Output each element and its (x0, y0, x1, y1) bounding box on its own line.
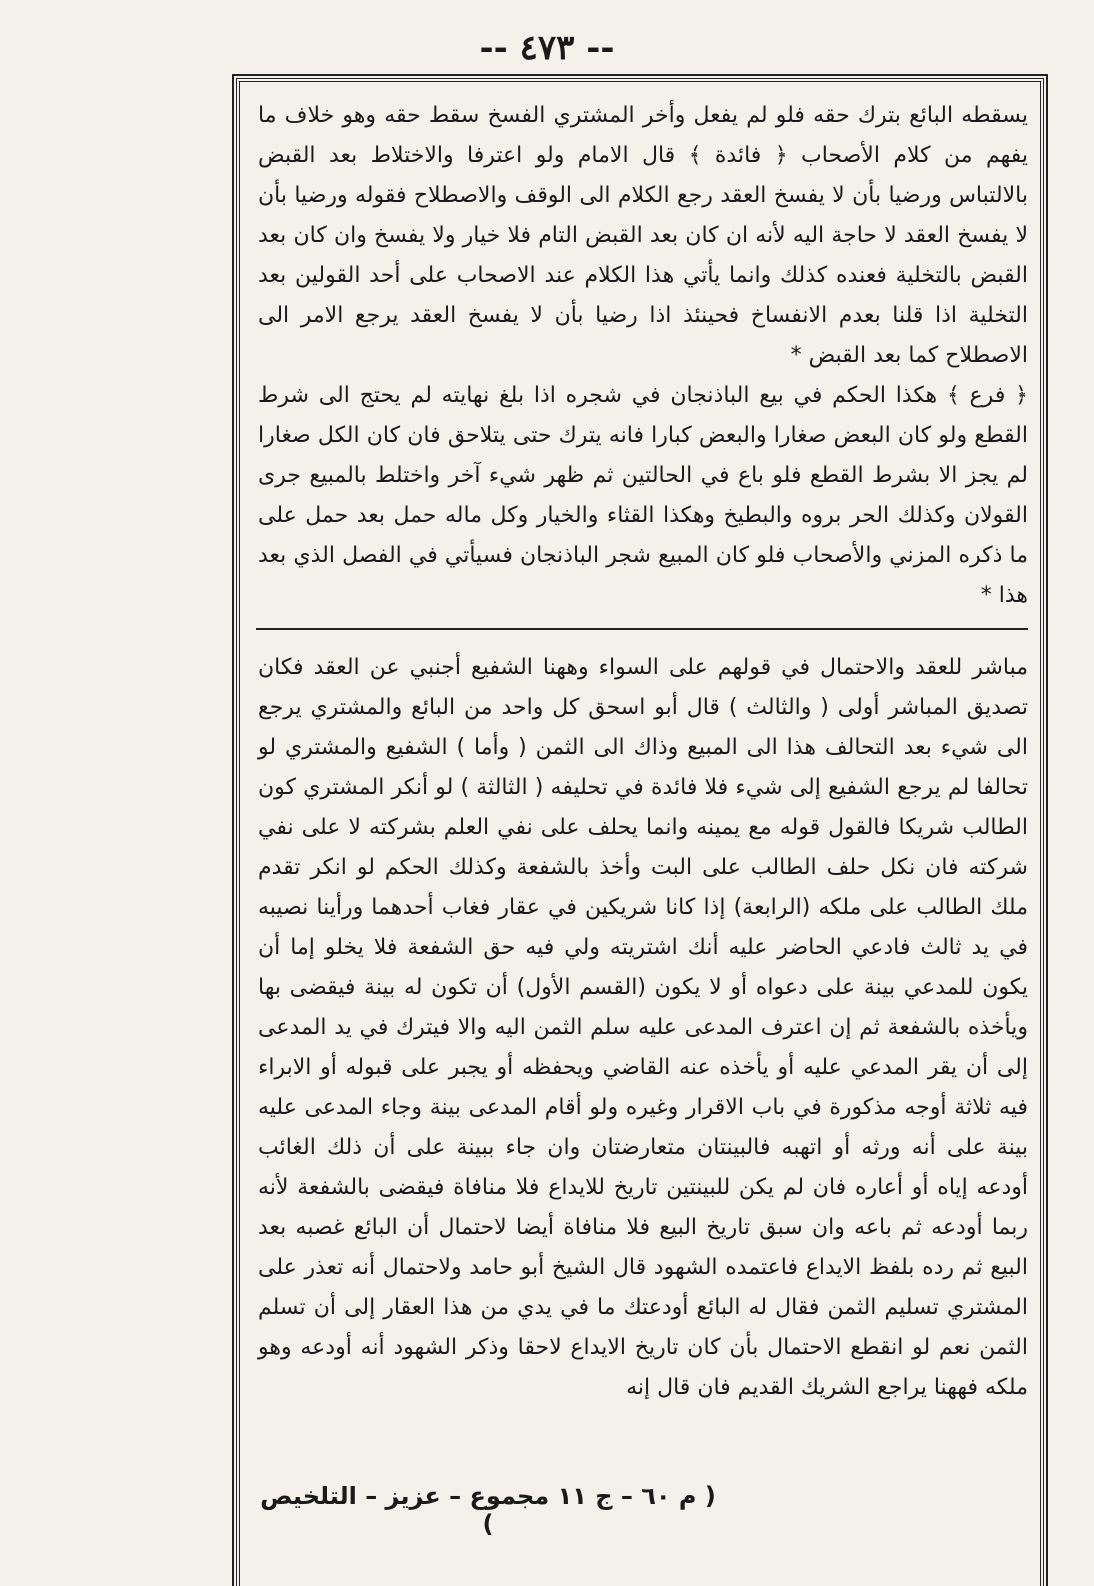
page-number: -- ٤٧٣ -- (479, 28, 615, 68)
main-paragraph-2: ﴿ فرع ﴾ هكذا الحكم في بيع الباذنجان في شجره اذا بلغ نهايته لم يحتج الى شرط القطع ولو كان البعض صغارا والبعض كبارا فانه يترك حتى يتلاحق فان كان الكل صغارا لم يجز الا بشرط القطع فلو باع في الحالتين ثم ظهر شيء آخر واختلط بالمبيع جرى القولان وكذلك الحر بروه والبطيخ وهكذا القثاء والخيار وكل ماله حمل بعد حمل على ما ذكره المزني والأصحاب فلو كان المبيع شجر الباذنجان فسيأتي في الفصل الذي بعد هذا * (258, 383, 1028, 608)
section-divider (256, 628, 1028, 630)
main-paragraph-1: يسقطه البائع بترك حقه فلو لم يفعل وأخر المشتري الفسخ سقط حقه وهو خلاف ما يفهم من كلام الأصحاب ﴿ فائدة ﴾ قال الامام ولو اعترفا والاختلاط بعد القبض بالالتباس ورضيا بأن لا يفسخ العقد رجع الكلام الى الوقف والاصطلاح فقوله ورضيا بأن لا يفسخ العقد لا حاجة اليه لأنه ان كان بعد القبض التام فلا خيار ولا يفسخ وان كان بعد القبض بالتخلية فعنده كذلك وانما يأتي هذا الكلام عند الاصحاب على أحد القولين بعد التخلية اذا قلنا بعدم الانفساخ فحينئذ اذا رضيا بأن لا يفسخ العقد يرجع الامر الى الاصطلاح كما بعد القبض * (258, 103, 1028, 368)
commentary-section (258, 648, 1028, 1586)
commentary-paragraph: مباشر للعقد والاحتمال في قولهم على السواء وههنا الشفيع أجنبي عن العقد فكان تصديق المباشر أولى ( والثالث ) قال أبو اسحق كل واحد من البائع والمشتري يرجع الى شيء بعد التحالف هذا الى المبيع وذاك الى الثمن ( وأما ) الشفيع والمشتري لو تحالفا لم يرجع الشفيع إلى شيء فلا فائدة في تحليفه ( الثالثة ) لو أنكر المشتري كون الطالب شريكا فالقول قوله مع يمينه وانما يحلف على نفي العلم بشركته لا على نفي شركته فان نكل حلف الطالب على البت وأخذ بالشفعة وكذلك الحكم لو انكر تقدم ملك الطالب على ملكه (الرابعة) إذا كانا شريكين في عقار فغاب أحدهما ورأينا نصيبه في يد ثالث فادعي الحاضر عليه أنك اشتريته ولي فيه حق الشفعة فلا يخلو إما أن يكون للمدعي بينة على دعواه أو لا يكون (القسم الأول) أن تكون له بينة فيقضى بها ويأخذه بالشفعة ثم إن اعترف المدعى عليه سلم الثمن اليه والا فيترك في يد المدعى إلى أن يقر المدعي عليه أو يأخذه عنه القاضي ويحفظه أو يجبر على قبوله أو الابراء فيه ثلاثة أوجه مذكورة في باب الاقرار وغيره ولو أقام المدعى بينة وجاء المدعى عليه بينة على أنه ورثه أو اتهبه فالبينتان متعارضتان وان جاء ببينة على أن ذلك الغائب أودعه إياه أو أعاره فان لم يكن للبينتين تاريخ للايداع فلا منافاة فيقضى بالشفعة لأنه ربما أودعه ثم باعه وان سبق تاريخ البيع فلا منافاة أيضا لاحتمال أن البائع غصبه بعد البيع ثم رده بلفظ الايداع فاعتمده الشهود قال الشيخ أبو حامد ولاحتمال أنه تعذر على المشتري تسليم الثمن فقال له البائع أودعتك ما في يدي من هذا العقار إلى أن تسلم الثمن نعم لو انقطع الاحتمال بأن كان تاريخ الايداع لاحقا وذكر الشهود أنه أودعه وهو ملكه فههنا يراجع الشريك القديم فان قال إنه (258, 655, 1028, 1400)
page-footer: ( م ٦٠ – ج ١١ مجموع – عزيز – التلخيص ) (260, 1482, 716, 1538)
main-text-section (258, 96, 1028, 616)
